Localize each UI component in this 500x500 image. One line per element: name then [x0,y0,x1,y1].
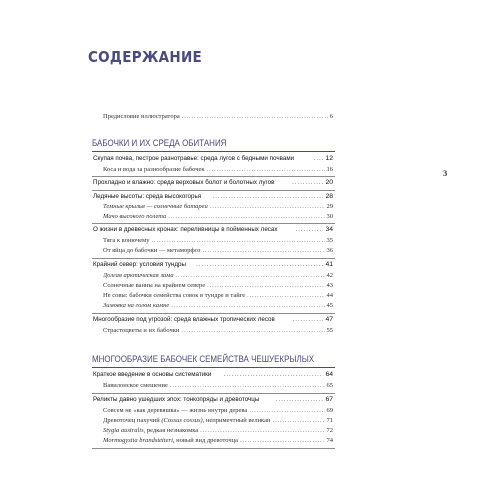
toc-entry[interactable] [103,407,333,414]
toc-chapter-page: 67 [325,396,333,403]
toc-entry-title: От яйца до бабочки — метаморфоз [103,247,201,254]
toc-chapter-title: Прохладно и влажно: среда верховых болот и болотных лугов [93,179,275,186]
chapter-rule [92,393,335,394]
toc-chapter[interactable] [93,179,333,186]
dot-leader [176,273,325,279]
toc-entry[interactable] [103,272,333,279]
toc-entry-page: 74 [326,437,333,444]
dot-leader [210,204,325,210]
dot-leader [181,328,324,334]
toc-entry-title: Вавилонское смешение [103,382,168,389]
toc-chapter-page: 41 [325,261,333,268]
toc-entry[interactable] [103,282,333,289]
toc-chapter-page: 47 [325,316,333,323]
dot-leader [240,438,325,444]
toc-entry-title: Темные крылья — солнечные батареи [103,203,208,210]
toc-entry[interactable] [103,247,333,254]
toc-chapter-title: Ледяные высоты: среда высокогорья [93,193,202,200]
toc-entry-title: Mormogystia brandstetteri, новый вид древоточца [103,437,238,444]
part-rule [92,367,335,368]
toc-chapter[interactable] [93,193,333,200]
toc-entry-page: 43 [326,282,333,289]
toc-entry-title: Совсем не «как деревяшка» — жизнь внутри дерева [103,407,248,414]
toc-entry-page: 16 [326,166,333,173]
toc-entry-page: 29 [326,203,333,210]
toc-entry[interactable] [103,292,333,299]
dot-leader [202,248,324,254]
toc-entry-page: 36 [326,247,333,254]
toc-entry-page: 45 [326,302,333,309]
toc-entry-title: Древоточец пахучий (Cossus cossus), непримечтный великан [103,417,271,424]
dot-leader [207,167,325,173]
toc-entry-page: 35 [326,237,333,244]
dot-leader [272,418,324,424]
toc-entry[interactable] [103,213,333,220]
part-heading[interactable]: МНОГООБРАЗИЕ БАБОЧЕК СЕМЕЙСТВА ЧЕШУЕКРЫЛЫХ [92,354,315,365]
page-number: 3 [443,168,448,178]
chapter-rule [92,223,335,224]
toc-entry[interactable] [103,237,333,244]
dot-leader [293,317,324,323]
part-heading[interactable]: БАБОЧКИ И ИХ СРЕДА ОБИТАНИЯ [92,138,227,149]
toc-entry[interactable] [103,203,333,210]
dot-leader [249,408,324,414]
dot-leader [182,114,328,120]
dot-leader [247,293,324,299]
chapter-rule [92,176,335,177]
part-rule [92,151,335,152]
toc-entry[interactable] [103,327,333,334]
dot-leader [170,383,325,389]
toc-entry-title: Коса и вода за разнообразие бабочек [103,166,205,173]
dot-leader [152,238,325,244]
page-title: СОДЕРЖАНИЕ [88,48,203,66]
toc-entry[interactable] [103,427,333,434]
toc-chapter-page: 12 [325,155,333,162]
toc-chapter[interactable] [93,261,333,268]
toc-entry-page: 42 [326,272,333,279]
dot-leader [213,194,324,200]
dot-leader [168,214,324,220]
toc-chapter[interactable] [93,155,333,162]
toc-entry-title: Долгая арктическая зима [103,272,174,279]
toc-entry-page: 72 [326,427,333,434]
chapter-rule [92,190,335,191]
dot-leader [207,283,324,289]
toc-entry-title: Солнечные ванны на крайнем севере [103,282,206,289]
toc-chapter[interactable] [93,371,333,378]
toc-chapter-title: Краткое введение в основы систематики [93,371,212,378]
toc-entry-title: Stygia australis, редкая незнакомка [103,427,199,434]
toc-chapter-title: Реликты давно ушедших эпох: тонкопряды и древоточцы [93,396,260,403]
toc-entry-title: Страстоцветы и их бабочки [103,327,180,334]
toc-entry[interactable] [103,166,333,173]
toc-entry[interactable] [103,302,333,309]
toc-chapter-page: 34 [325,226,333,233]
toc-entry-page: 69 [326,407,333,414]
toc-entry[interactable] [103,382,333,389]
dot-leader [171,303,324,309]
toc-chapter[interactable] [93,226,333,233]
toc-chapter-page: 64 [325,371,333,378]
dot-leader [196,262,323,268]
dot-leader [314,156,324,162]
dot-leader [276,397,324,403]
chapter-rule [92,258,335,259]
chapter-rule [92,448,335,449]
toc-chapter-title: Скупая почва, пестрое разнотравье: среда лугов с бедными почвами [93,155,295,162]
toc-chapter-title: О жизни в древесных кронах: переливницы в пойменных лесах [93,226,278,233]
dot-leader [296,227,324,233]
toc-chapter-title: Многообразие под угрозой: среда влажных тропических лесов [93,316,275,323]
toc-entry-page: 30 [326,213,333,220]
toc-entry-title: Тяга к вонючему [103,237,150,244]
toc-entry-title: Мачо высокого полета [103,213,167,220]
toc-entry[interactable] [103,417,333,424]
toc-entry-title: Предисловие иллюстратора [103,113,180,120]
chapter-rule [92,313,335,314]
toc-chapter-page: 20 [325,179,333,186]
toc-entry-page: 71 [326,417,333,424]
toc-entry-page: 65 [326,382,333,389]
dot-leader [292,180,323,186]
toc-entry-page: 6 [329,113,333,120]
toc-entry-page: 55 [326,327,333,334]
toc-entry-title: Не совы: бабочки семейства совок в тундре и тайге [103,292,246,299]
toc-chapter[interactable] [93,316,333,323]
toc-entry-title: Зимовка на голом камне [103,302,170,309]
toc-chapter-title: Крайний север: условия тундры [93,261,187,268]
toc-chapter[interactable] [93,396,333,403]
dot-leader [224,372,324,378]
toc-entry[interactable] [103,437,333,444]
toc-entry-preface[interactable] [103,113,333,120]
toc-chapter-page: 28 [325,193,333,200]
dot-leader [200,428,324,434]
toc-entry-page: 44 [326,292,333,299]
